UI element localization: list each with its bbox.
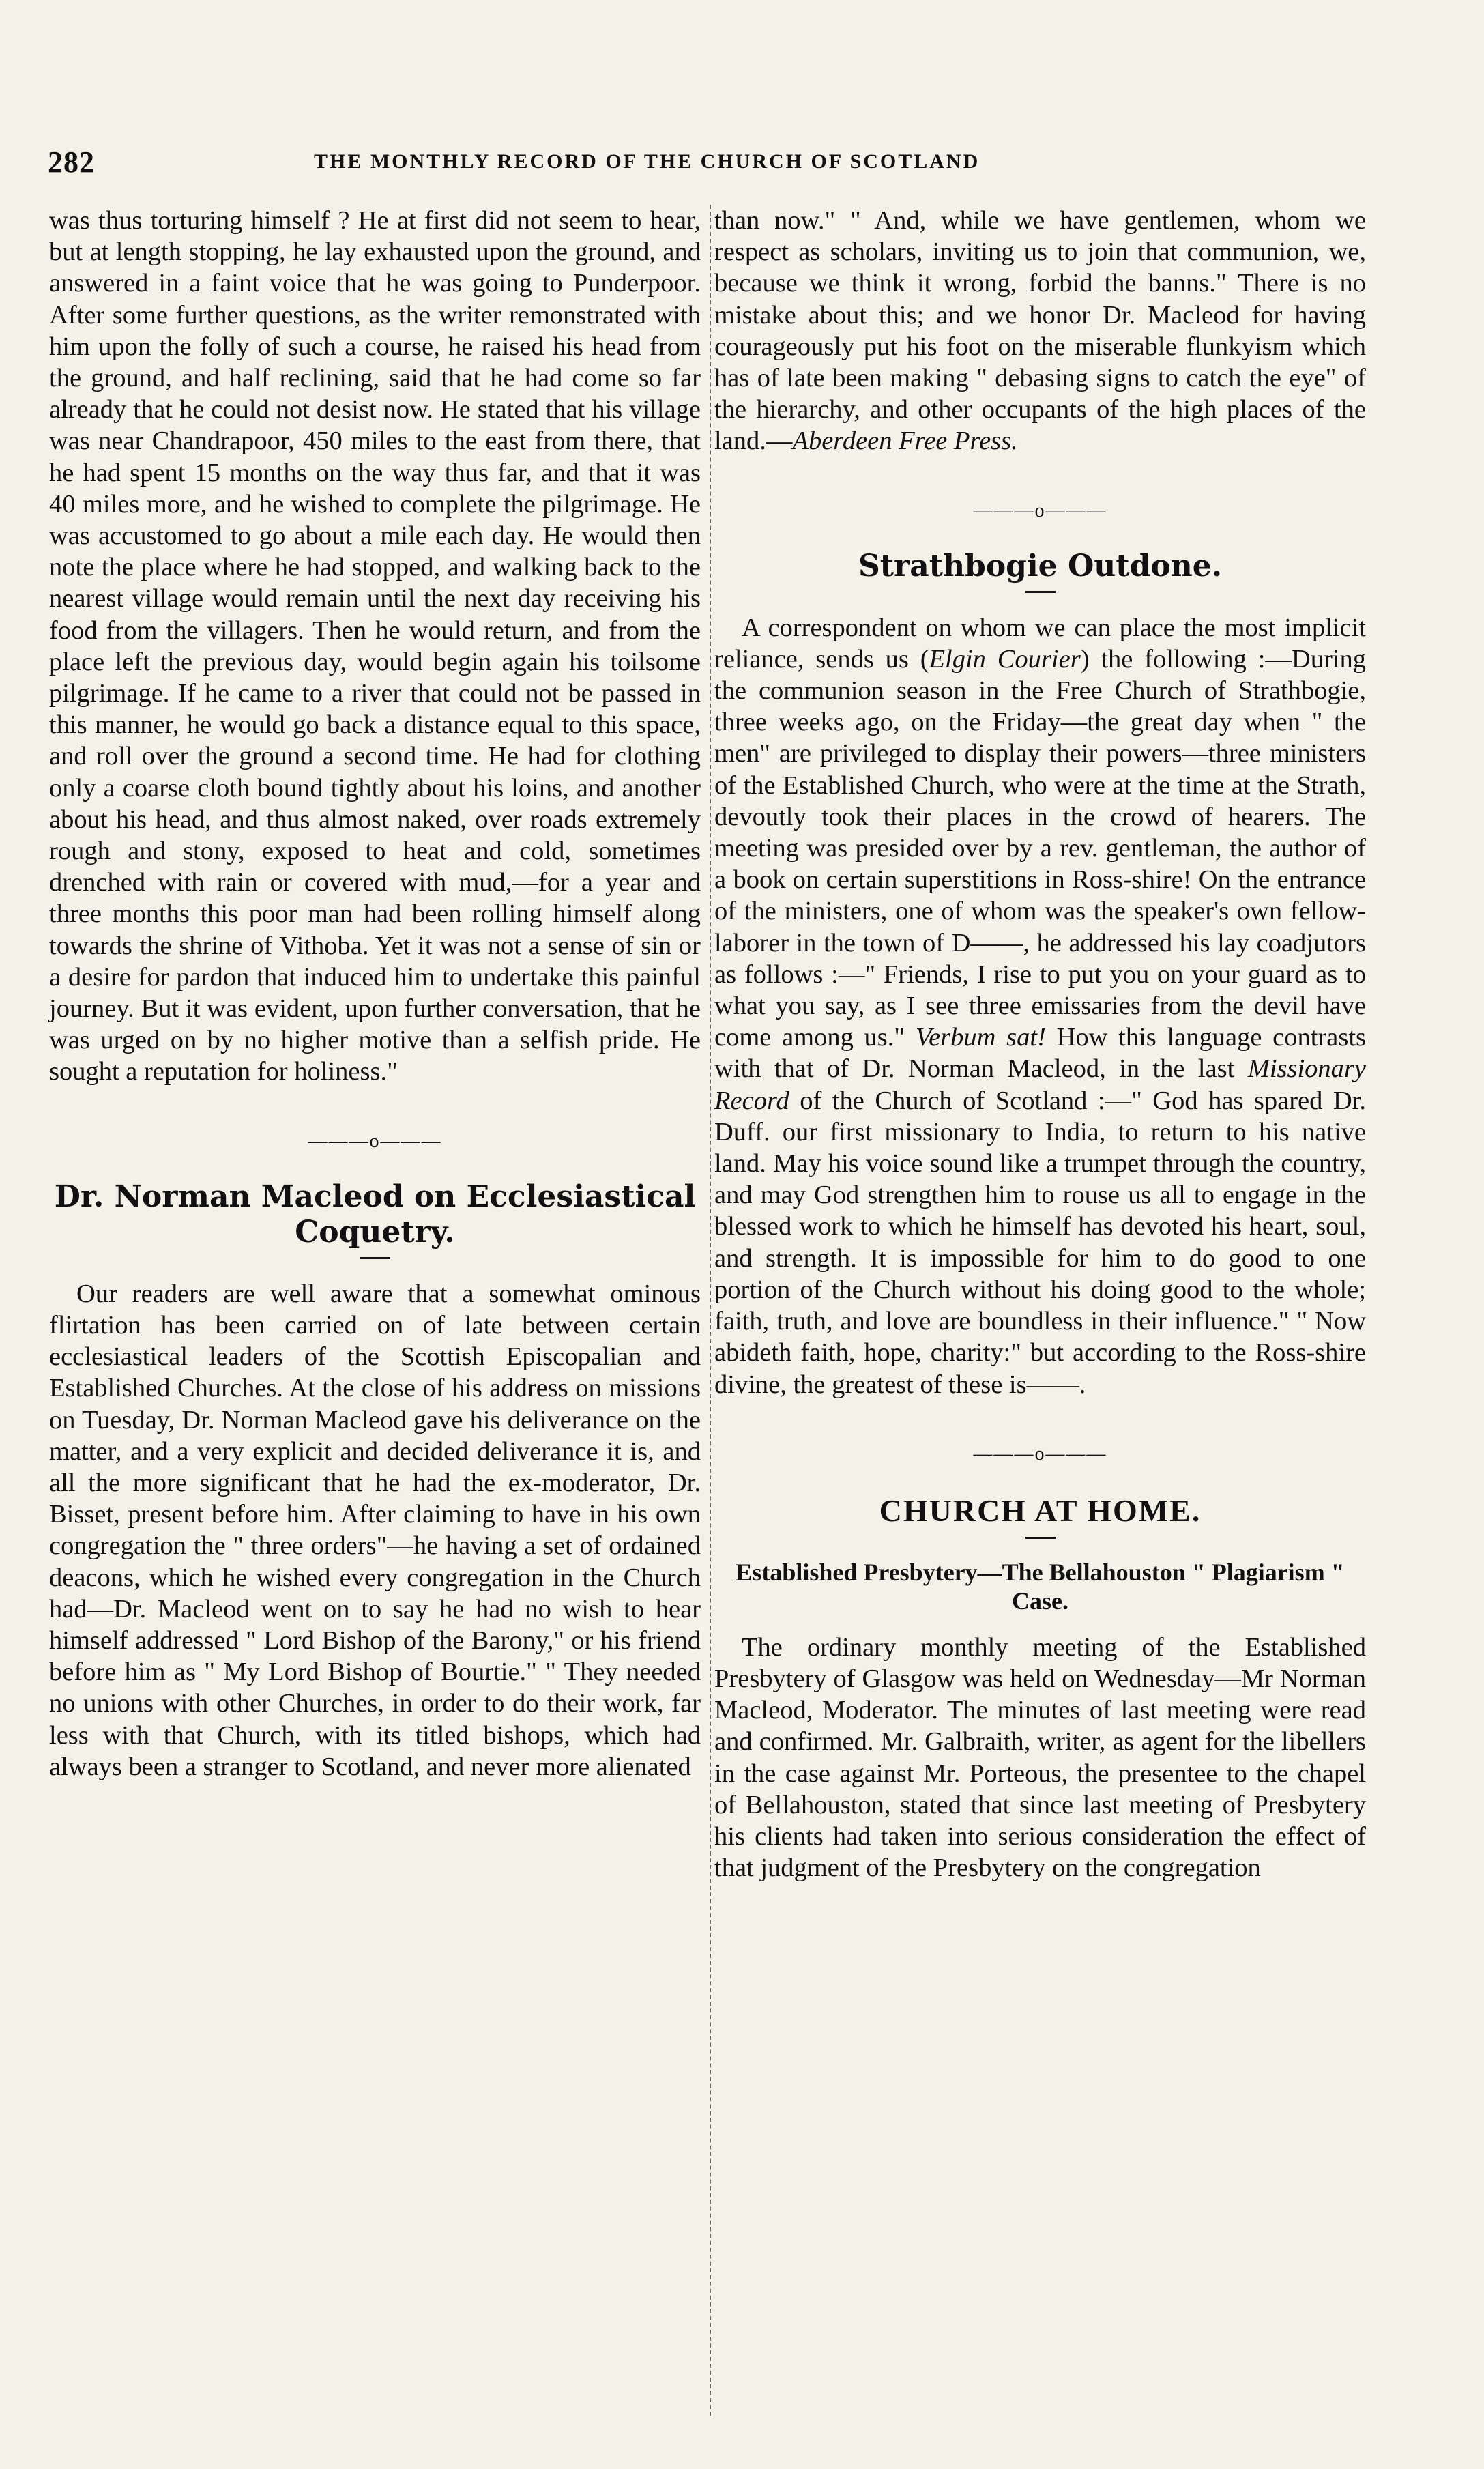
paragraph-presbytery: The ordinary monthly meeting of the Established Presbytery of Glasgow was held on Wednesday—Mr Norman Macleod, Moderator. The minutes of last meeting were read and confirmed. Mr. Galbraith, writer, as agent for the libellers in the case against Mr. Porteous, the presentee to the chapel of Bellahouston, stated that since last meeting of Presbytery his clients had taken into serious consideration the effect of that judgment of the Presbytery on the congregation (714, 1632, 1366, 1883)
left-column (49, 205, 701, 1782)
page-header (48, 145, 1358, 186)
missionary-record: Missionary Record (714, 1054, 1366, 1115)
section-separator: ———o——— (973, 1443, 1107, 1464)
paragraph-banns (714, 205, 1366, 457)
article-title-strathbogie: Strathbogie Outdone. (858, 548, 1223, 583)
banns-text: than now." " And, while we have gentlemen, whom we respect as scholars, inviting us to join that communion, we, because we think it wrong, forbid the banns." There is no mistake about this; and we honor Dr. Macleod for having courageously put his foot on the miserable flunkyism which has of late been making " debasing signs to catch the eye" of the hierarchy, and other occupants of the high places of the land.— (714, 206, 1366, 456)
article-title-macleod: Dr. Norman Macleod on Ecclesiastical Coquetry. (54, 1179, 696, 1250)
source-aberdeen: Aberdeen Free Press. (792, 427, 1018, 456)
title-rule (1025, 1537, 1056, 1539)
title-rule (360, 1257, 390, 1259)
page-number: 282 (48, 145, 95, 179)
paragraph-pilgrim-story: was thus torturing himself ? He at first did not seem to hear, but at length stopping, he lay exhausted upon the ground, and answered in a faint voice that he was going to Punderpoor. After some further questions, as the writer remonstrated with him upon the folly of such a course, he raised his head from the ground, and half reclining, said that he had come so far already that he could not desist now. He stated that his village was near Chandrapoor, 450 miles to the east from there, that he had spent 15 months on the way thus far, and that it was 40 miles more, and he wished to complete the pilgrimage. He was accustomed to go about a mile each day. He would then note the place where he had stopped, and walking back to the nearest village would remain until the next day receiving his food from the villagers. Then he would return, and from the place left the previous day, would begin again his toilsome pilgrimage. If he came to a river that could not be passed in this manner, he would go back a distance equal to this space, and roll over the ground a second time. He had for clothing only a coarse cloth bound tightly about his loins, and another about his head, and thus almost naked, over roads extremely rough and stony, exposed to heat and cold, sometimes drenched with rain or covered with mud,—for a year and three months this poor man had been rolling himself along towards the shrine of Vithoba. Yet it was not a sense of sin or a desire for pardon that induced him to undertake this painful journey. But it was evident, upon further conversation, that he was urged on by no higher motive than a selfish pride. He sought a reputation for holiness." (49, 206, 701, 1086)
running-head: THE MONTHLY RECORD OF THE CHURCH OF SCOTLAND (314, 150, 980, 173)
right-column (714, 205, 1366, 1883)
text-span: of the Church of Scotland :—" God has spared Dr. Duff. our first missionary to India, to return to his native land. May his voice sound like a trumpet through the country, and may God strengthen him to rouse us all to engage in the blessed work to which he himself has devoted his heart, soul, and strength. It is impossible for him to do good to one portion of the Church without his doing good to the whole; faith, truth, and love are boundless in their influence." " Now abideth faith, hope, charity:" but according to the Ross-shire divine, the greatest of these is——. (714, 1086, 1366, 1399)
paragraph-coquetry: Our readers are well aware that a somewhat ominous flirtation has been carried on of late between certain ecclesiastical leaders of the Scottish Episcopalian and Established Churches. At the close of his address on missions on Tuesday, Dr. Norman Macleod gave his deliverance on the matter, and a very explicit and decided deliverance it is, and all the more significant that he had the ex-moderator, Dr. Bisset, present before him. After claiming to have in his own congregation the " three orders"—he having a set of ordained deacons, which he wished every congregation in the Church had—Dr. Macleod went on to say he had no wish to hear himself addressed " Lord Bishop of the Barony," or his friend before him as " My Lord Bishop of Bourtie." " They needed no unions with other Churches, in order to do their work, far less with that Church, with its titled bishops, which had always been a stranger to Scotland, and never more alienated (49, 1279, 701, 1781)
section-separator: ———o——— (973, 500, 1107, 521)
column-divider (710, 205, 711, 2416)
paragraph-strathbogie (714, 612, 1366, 1400)
section-title-church-at-home: CHURCH AT HOME. (879, 1492, 1202, 1528)
text-span: ) the following :—During the communion season in the Free Church of Strathbogie, three weeks ago, on the Friday—the great day when " the men" are privileged to display their powers—three ministers of the Established Church, who were at the time at the Strath, devoutly took their places in the crowd of hearers. The meeting was presided over by a rev. gentleman, the author of a book on certain superstitions in Ross-shire! On the entrance of the ministers, one of whom was the speaker's own fellow-laborer in the town of D——, he addressed his lay coadjutors as follows :—" Friends, I rise to put you on your guard as to what you say, as I see three emissaries from the devil have come among us." (714, 644, 1366, 1052)
verbum-sat: Verbum sat! (915, 1023, 1046, 1052)
subhead-bellahouston: Established Presbytery—The Bellahouston " Plagiarism " Case. (736, 1558, 1345, 1615)
source-elgin: Elgin Courier (929, 644, 1081, 674)
text-span: How this language contrasts with that of Dr. Norman Macleod, in the last (714, 1023, 1366, 1084)
title-rule (1025, 591, 1056, 593)
text-span: A correspondent on whom we can place the most implicit reliance, sends us ( (714, 613, 1366, 674)
section-separator: ———o——— (308, 1130, 442, 1152)
